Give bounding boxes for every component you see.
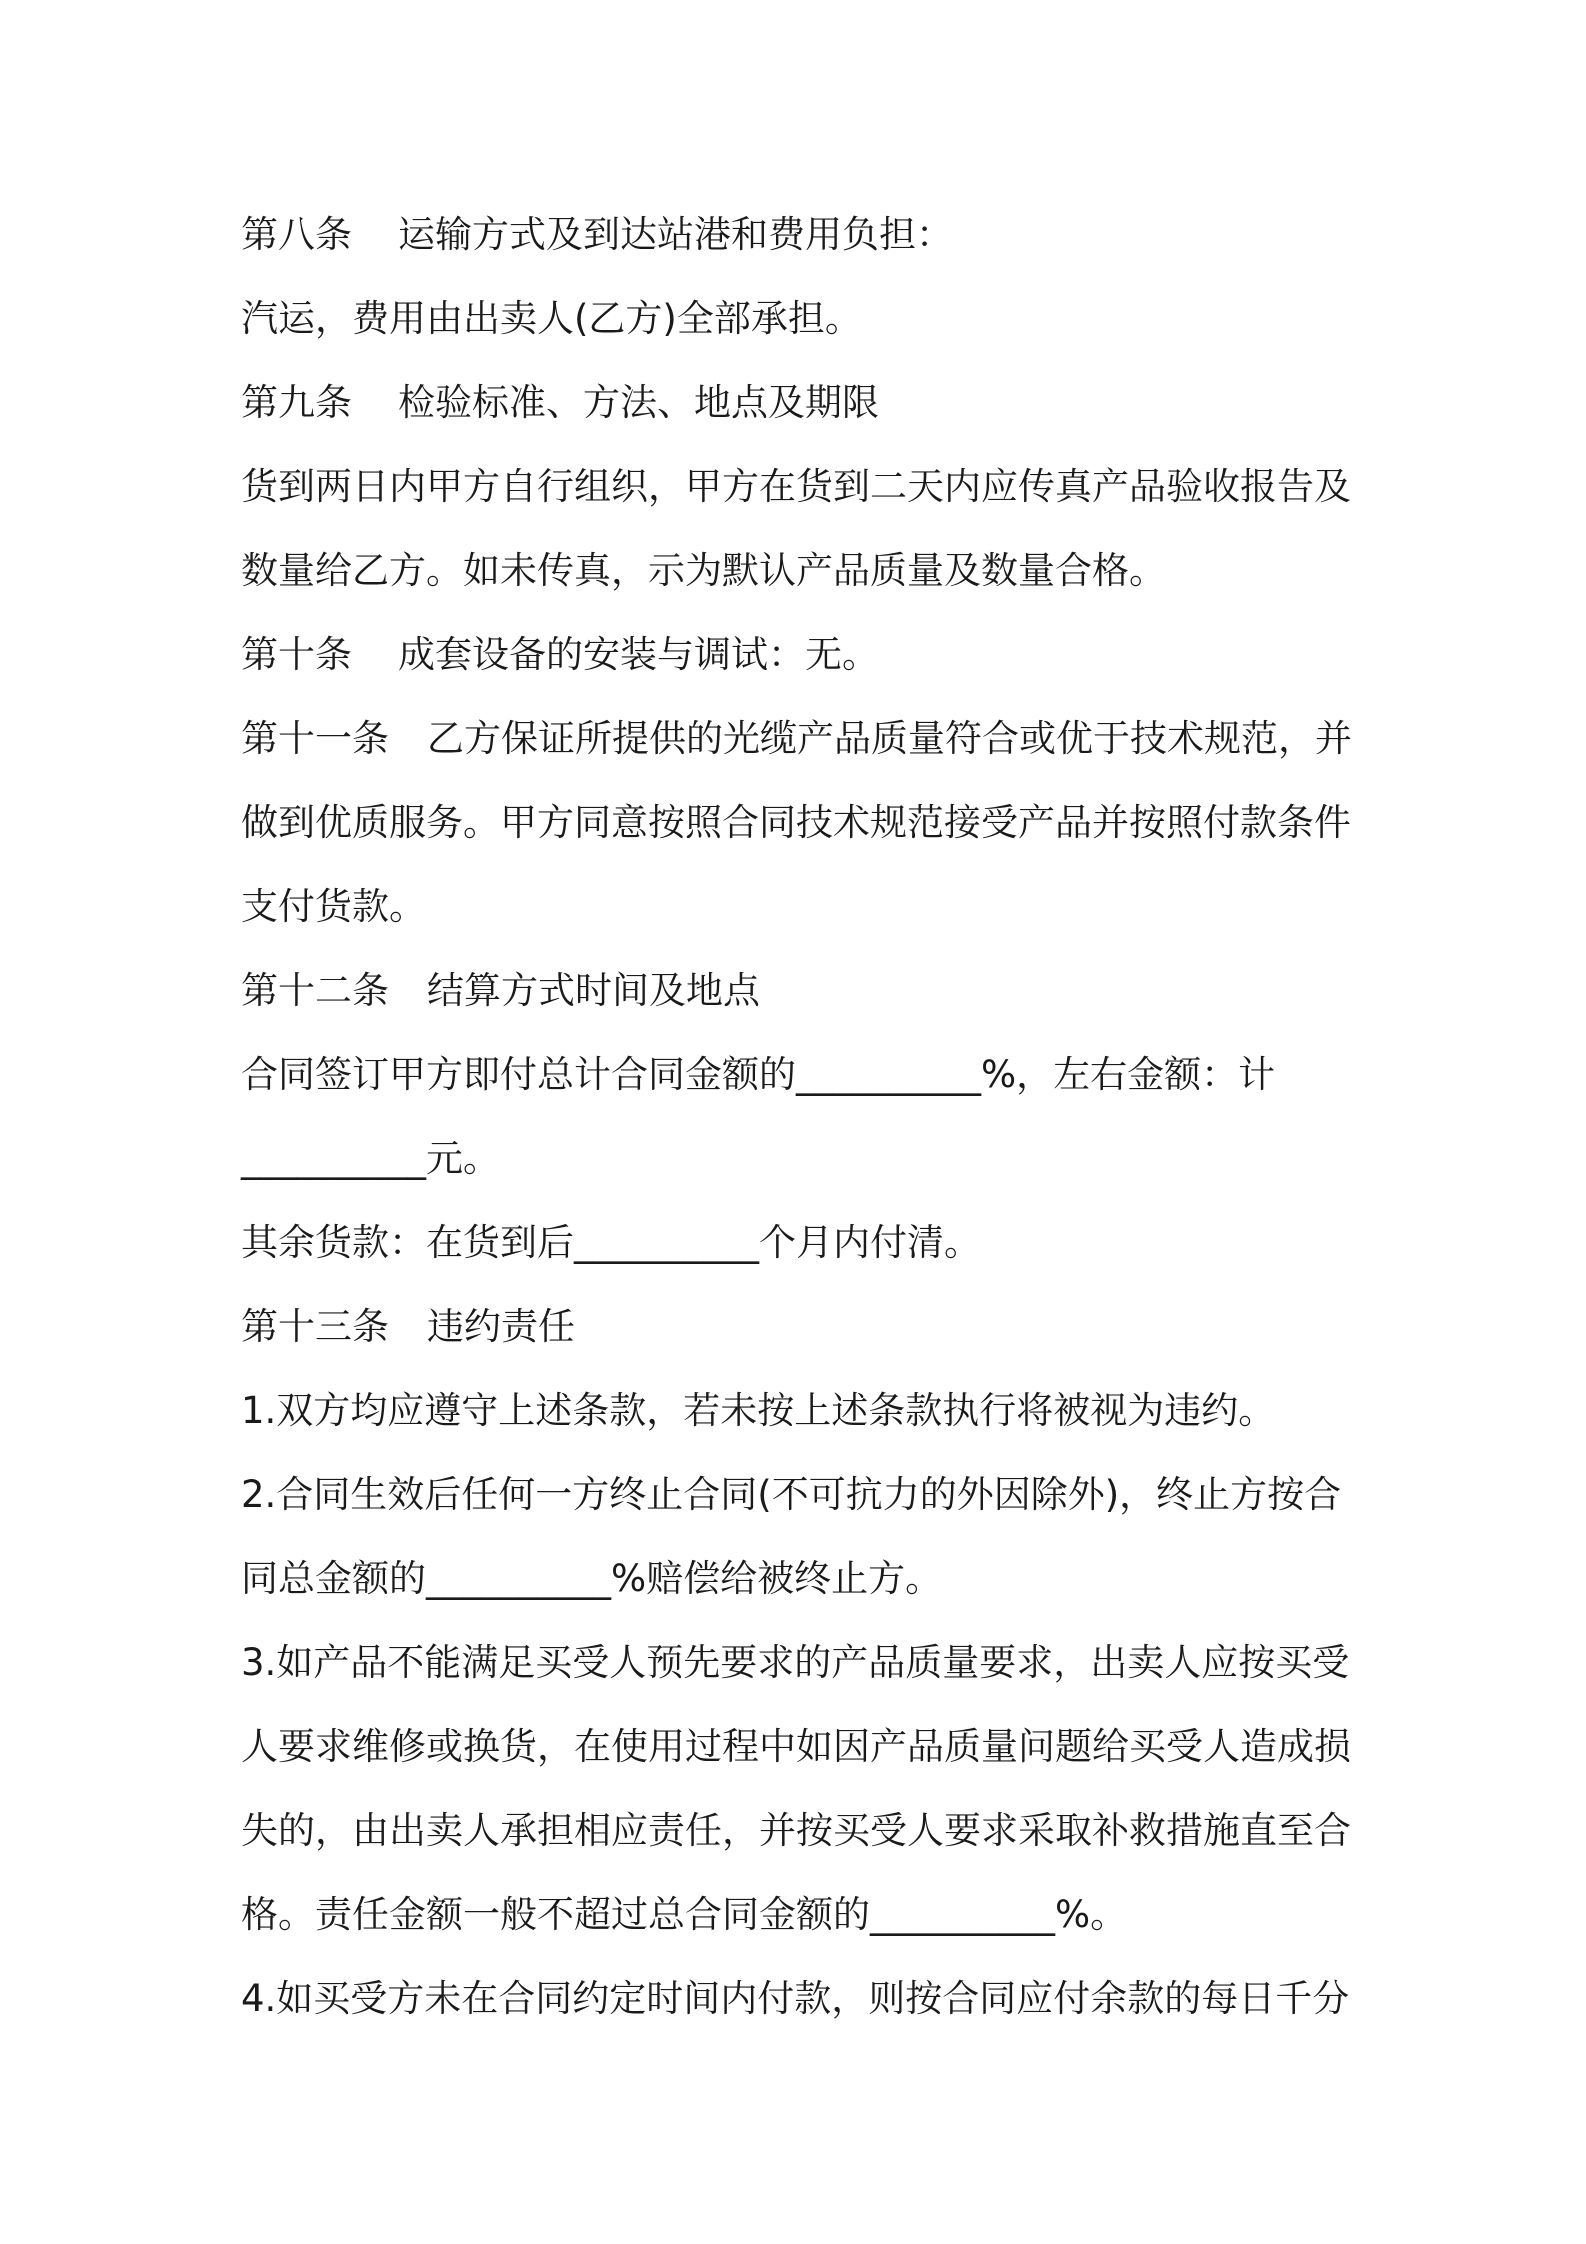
paragraph-line: __________元。 bbox=[241, 1137, 500, 1180]
article-number: 第十二条 bbox=[241, 969, 389, 1012]
article-number: 第十一条 bbox=[241, 717, 389, 760]
article-title: 检验标准、方法、地点及期限 bbox=[398, 381, 879, 424]
article-title: 乙方保证所提供的光缆产品质量符合或优于技术规范，并 bbox=[427, 717, 1352, 760]
article-title: 违约责任 bbox=[427, 1305, 575, 1348]
paragraph-line: 数量给乙方。如未传真，示为默认产品质量及数量合格。 bbox=[241, 549, 1166, 592]
article-10-heading bbox=[241, 613, 1356, 697]
article-8-heading bbox=[241, 193, 1356, 277]
article-number: 第八条 bbox=[241, 213, 352, 256]
paragraph-line: 货到两日内甲方自行组织，甲方在货到二天内应传真产品验收报告及 bbox=[241, 465, 1351, 508]
article-number: 第九条 bbox=[241, 381, 352, 424]
article-title: 成套设备的安装与调试：无。 bbox=[398, 633, 879, 676]
clause-line: 人要求维修或换货，在使用过程中如因产品质量问题给买受人造成损 bbox=[241, 1725, 1351, 1768]
paragraph-line: 合同签订甲方即付总计合同金额的__________%，左右金额：计 bbox=[241, 1053, 1276, 1096]
clause-line: 2.合同生效后任何一方终止合同(不可抗力的外因除外)，终止方按合 bbox=[241, 1473, 1342, 1516]
clause-line: 格。责任金额一般不超过总合同金额的__________%。 bbox=[241, 1893, 1128, 1936]
clause-line: 失的，由出卖人承担相应责任，并按买受人要求采取补救措施直至合 bbox=[241, 1809, 1351, 1852]
paragraph-line: 其余货款：在货到后__________个月内付清。 bbox=[241, 1221, 981, 1264]
clause-line: 同总金额的__________%赔偿给被终止方。 bbox=[241, 1557, 943, 1600]
article-number: 第十三条 bbox=[241, 1305, 389, 1348]
paragraph-line: 汽运，费用由出卖人(乙方)全部承担。 bbox=[241, 297, 862, 340]
paragraph-line: 做到优质服务。甲方同意按照合同技术规范接受产品并按照付款条件 bbox=[241, 801, 1351, 844]
contract-body bbox=[241, 193, 1356, 2041]
clause-line: 4.如买受方未在合同约定时间内付款，则按合同应付余款的每日千分 bbox=[241, 1977, 1350, 2020]
paragraph-line: 支付货款。 bbox=[241, 885, 426, 928]
article-13-heading bbox=[241, 1285, 1356, 1369]
article-11-heading bbox=[241, 697, 1356, 781]
article-title: 运输方式及到达站港和费用负担： bbox=[398, 213, 953, 256]
article-number: 第十条 bbox=[241, 633, 352, 676]
article-title: 结算方式时间及地点 bbox=[427, 969, 760, 1012]
article-9-heading bbox=[241, 361, 1356, 445]
article-12-heading bbox=[241, 949, 1356, 1033]
clause-line: 3.如产品不能满足买受人预先要求的产品质量要求，出卖人应按买受 bbox=[241, 1641, 1350, 1684]
clause-line: 1.双方均应遵守上述条款，若未按上述条款执行将被视为违约。 bbox=[241, 1389, 1276, 1432]
